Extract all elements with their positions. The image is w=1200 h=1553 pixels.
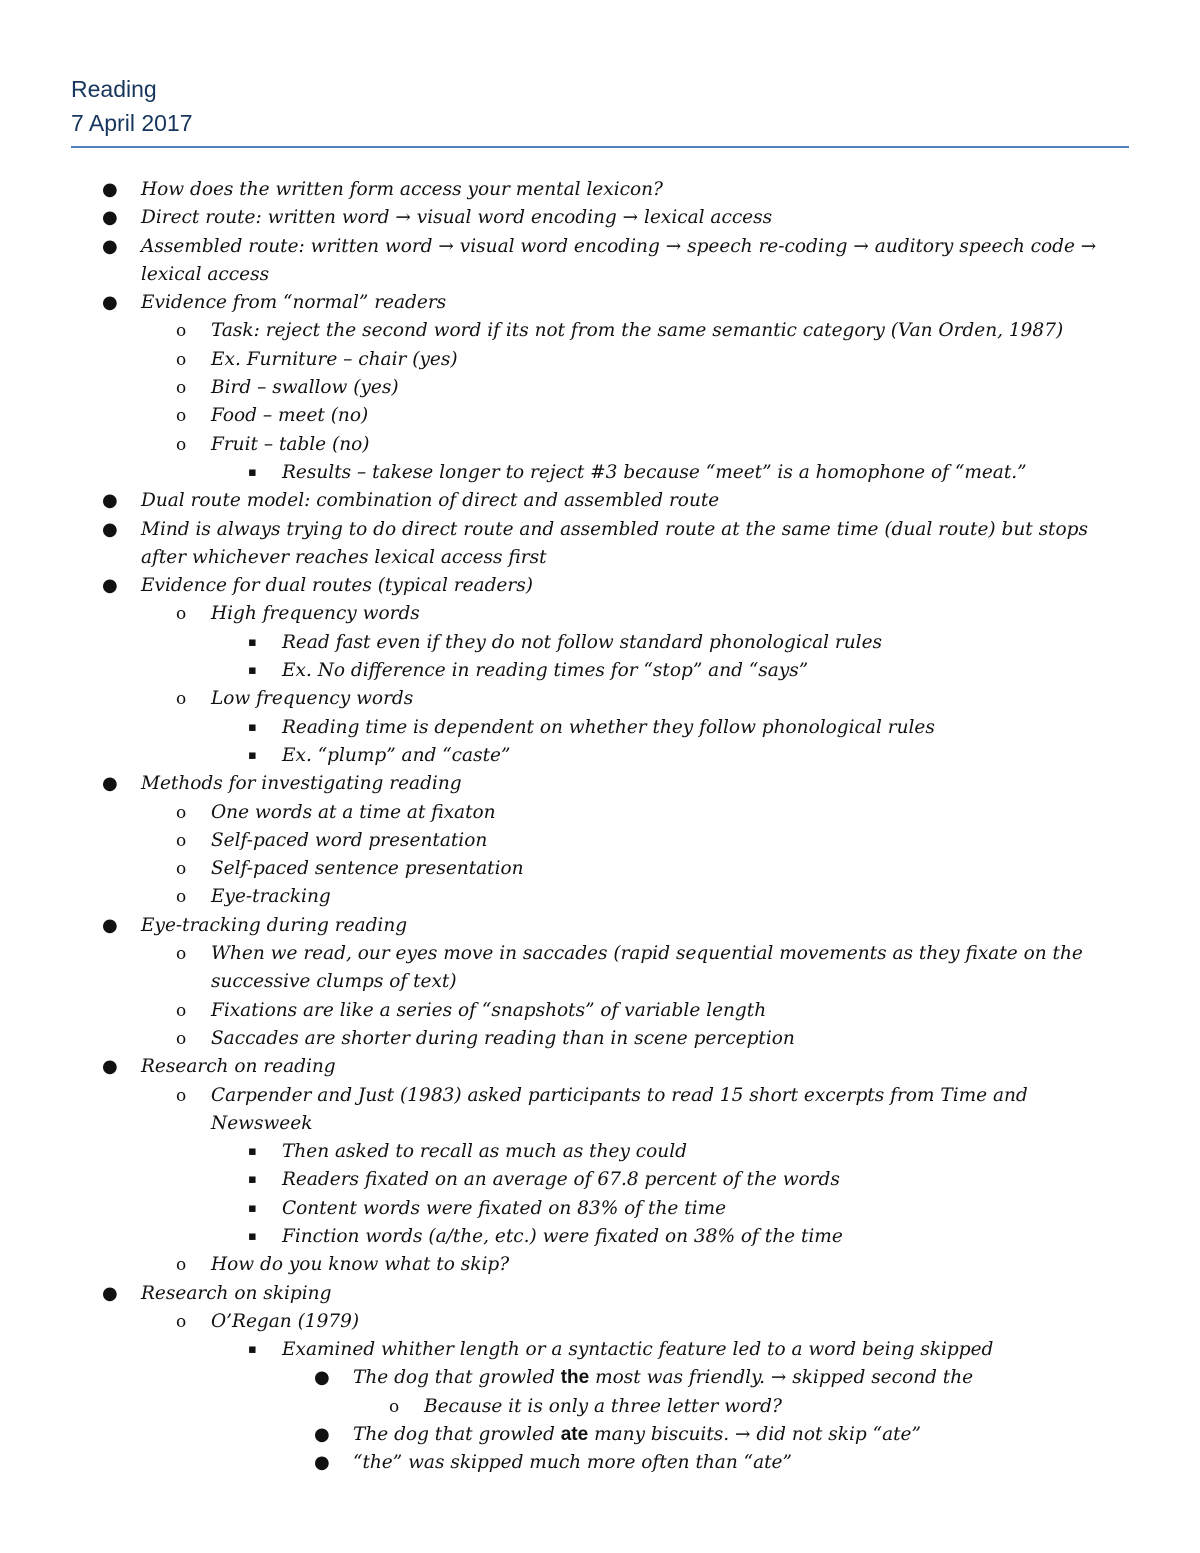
document-title: Reading [71, 76, 157, 102]
list-item-text: Examined whither length or a syntactic feature led to a word being skipped [282, 1339, 994, 1361]
list-item [0, 1308, 1200, 1336]
disc-bullet-icon: ● [314, 1452, 330, 1474]
circle-bullet-icon: o [176, 1311, 187, 1332]
list-item [0, 1449, 1200, 1477]
disc-bullet-icon: ● [102, 1056, 118, 1078]
list-item-text: Eye-tracking during reading [141, 914, 408, 936]
list-item-text: Readers fixated on an average of 67.8 percent of the words [282, 1169, 840, 1191]
list-item [0, 402, 1200, 430]
disc-bullet-icon: ● [102, 207, 118, 229]
list-item [0, 600, 1200, 628]
circle-bullet-icon: o [176, 944, 187, 965]
square-bullet-icon: ▪ [248, 1144, 257, 1160]
circle-bullet-icon: o [176, 406, 187, 427]
list-item-text: Self-paced word presentation [211, 829, 488, 851]
list-item-text: When we read, our eyes move in saccades (rapid sequential movements as they fixate on the successive clumps of text) [211, 943, 1083, 993]
circle-bullet-icon: o [176, 689, 187, 710]
circle-bullet-icon: o [176, 434, 187, 455]
list-item [0, 572, 1200, 600]
list-item-text: Reading time is dependent on whether they follow phonological rules [282, 716, 935, 738]
list-item [0, 742, 1200, 770]
list-item-text: Fruit – table (no) [211, 433, 370, 455]
list-item-text [353, 1424, 921, 1445]
list-item [0, 827, 1200, 855]
square-bullet-icon: ▪ [248, 747, 257, 763]
list-item [0, 1336, 1200, 1364]
disc-bullet-icon: ● [102, 518, 118, 540]
text-run: most was friendly. → skipped second the [589, 1367, 974, 1389]
list-item [0, 629, 1200, 657]
list-item-text: Methods for investigating reading [141, 773, 462, 795]
list-item-text: Fixations are like a series of “snapshots” of variable length [211, 999, 767, 1021]
list-item [0, 516, 1131, 573]
list-item [0, 1025, 1200, 1053]
list-item [0, 289, 1200, 317]
circle-bullet-icon: o [176, 321, 187, 342]
disc-bullet-icon: ● [102, 490, 118, 512]
list-item [0, 1053, 1200, 1081]
list-item-text: Ex. No difference in reading times for “stop” and “says” [282, 660, 809, 682]
list-item [0, 1195, 1200, 1223]
document-date: 7 April 2017 [71, 110, 193, 136]
list-item [0, 176, 1200, 204]
text-run: many biscuits. → did not skip “ate” [588, 1424, 921, 1446]
list-item [0, 1138, 1200, 1166]
list-item [0, 714, 1200, 742]
circle-bullet-icon: o [176, 378, 187, 399]
list-item [0, 487, 1200, 515]
list-item [0, 997, 1200, 1025]
square-bullet-icon: ▪ [248, 1342, 257, 1358]
list-item [0, 912, 1200, 940]
circle-bullet-icon: o [176, 802, 187, 823]
list-item [0, 1251, 1200, 1279]
list-item [0, 1393, 1200, 1421]
list-item-text: Mind is always trying to do direct route and assembled route at the same time (dual route) but stops after whichever reaches lexical access first [141, 518, 1088, 568]
circle-bullet-icon: o [176, 349, 187, 370]
list-item-text: Read fast even if they do not follow standard phonological rules [282, 631, 883, 653]
list-item [0, 799, 1200, 827]
text-run: The dog that growled [353, 1367, 561, 1389]
list-item [0, 204, 1200, 232]
header-divider [71, 146, 1129, 148]
circle-bullet-icon: o [176, 887, 187, 908]
list-item [0, 940, 1121, 997]
list-item-text: Evidence for dual routes (typical readers) [141, 575, 533, 597]
square-bullet-icon: ▪ [248, 464, 257, 480]
list-item-text [353, 1367, 973, 1388]
list-item-text: Because it is only a three letter word? [424, 1395, 782, 1417]
disc-bullet-icon: ● [102, 914, 118, 936]
disc-bullet-icon: ● [102, 179, 118, 200]
list-item [0, 459, 1200, 487]
document-header [71, 72, 192, 140]
list-item-text: Task: reject the second word if its not from the same semantic category (Van Orden, 1987) [211, 320, 1064, 342]
list-item [0, 855, 1200, 883]
list-item [0, 431, 1200, 459]
list-item-text: Low frequency words [211, 688, 414, 710]
list-item-text: Research on reading [141, 1056, 336, 1078]
list-item [0, 883, 1200, 911]
list-item [0, 233, 1131, 290]
circle-bullet-icon: o [176, 1028, 187, 1049]
list-item-text: Assembled route: written word → visual word encoding → speech re-coding → auditory speech code → lexical access [141, 235, 1097, 285]
list-item-text: Bird – swallow (yes) [211, 377, 399, 399]
disc-bullet-icon: ● [102, 292, 118, 314]
list-item [0, 1082, 1121, 1139]
list-item-text: High frequency words [211, 603, 420, 625]
list-item-text: One words at a time at fixaton [211, 801, 496, 823]
list-item-text: How does the written form access your mental lexicon? [141, 179, 663, 200]
square-bullet-icon: ▪ [248, 1172, 257, 1188]
disc-bullet-icon: ● [102, 575, 118, 597]
square-bullet-icon: ▪ [248, 719, 257, 735]
list-item-text: Ex. “plump” and “caste” [282, 744, 511, 766]
list-item-text: “the” was skipped much more often than “ate” [353, 1452, 792, 1474]
text-run: The dog that growled [353, 1424, 561, 1446]
list-item-text: Evidence from “normal” readers [141, 292, 447, 314]
disc-bullet-icon: ● [314, 1424, 330, 1446]
list-item-text: Research on skiping [141, 1282, 332, 1304]
list-item-text: Eye-tracking [211, 886, 331, 908]
list-item-text: Dual route model: combination of direct and assembled route [141, 490, 720, 512]
list-item-text: Then asked to recall as much as they could [282, 1141, 687, 1163]
list-item [0, 346, 1200, 374]
emphasized-word: ate [560, 1424, 589, 1446]
disc-bullet-icon: ● [314, 1367, 330, 1389]
list-item [0, 1280, 1200, 1308]
list-item [0, 374, 1200, 402]
square-bullet-icon: ▪ [248, 663, 257, 679]
list-item [0, 317, 1121, 345]
notes-list [0, 176, 1200, 1478]
square-bullet-icon: ▪ [248, 634, 257, 650]
list-item-text: Content words were fixated on 83% of the time [282, 1197, 727, 1219]
list-item-text: Carpender and Just (1983) asked participants to read 15 short excerpts from Time and Newsweek [211, 1084, 1028, 1134]
emphasized-word: the [560, 1367, 590, 1389]
list-item-text: Finction words (a/the, etc.) were fixated on 38% of the time [282, 1225, 843, 1247]
circle-bullet-icon: o [176, 604, 187, 625]
list-item-text: Results – takese longer to reject #3 because “meet” is a homophone of “meat.” [282, 461, 1027, 483]
list-item [0, 1421, 1200, 1449]
list-item-text: Direct route: written word → visual word encoding → lexical access [141, 207, 773, 229]
circle-bullet-icon: o [176, 1085, 187, 1106]
disc-bullet-icon: ● [102, 235, 118, 257]
list-item-text: Saccades are shorter during reading than in scene perception [211, 1027, 795, 1049]
disc-bullet-icon: ● [102, 773, 118, 795]
list-item-text: Food – meet (no) [211, 405, 369, 427]
circle-bullet-icon: o [176, 1000, 187, 1021]
circle-bullet-icon: o [176, 859, 187, 880]
circle-bullet-icon: o [389, 1396, 400, 1417]
list-item-text: How do you know what to skip? [211, 1254, 510, 1276]
list-item [0, 1166, 1200, 1194]
list-item-text: Ex. Furniture – chair (yes) [211, 348, 458, 370]
list-item [0, 1223, 1200, 1251]
square-bullet-icon: ▪ [248, 1228, 257, 1244]
circle-bullet-icon: o [176, 1255, 187, 1276]
square-bullet-icon: ▪ [248, 1200, 257, 1216]
list-item [0, 657, 1200, 685]
list-item [0, 1364, 1200, 1392]
list-item-text: Self-paced sentence presentation [211, 858, 524, 880]
circle-bullet-icon: o [176, 830, 187, 851]
disc-bullet-icon: ● [102, 1282, 118, 1304]
list-item [0, 770, 1200, 798]
list-item-text: O’Regan (1979) [211, 1310, 360, 1332]
list-item [0, 685, 1200, 713]
